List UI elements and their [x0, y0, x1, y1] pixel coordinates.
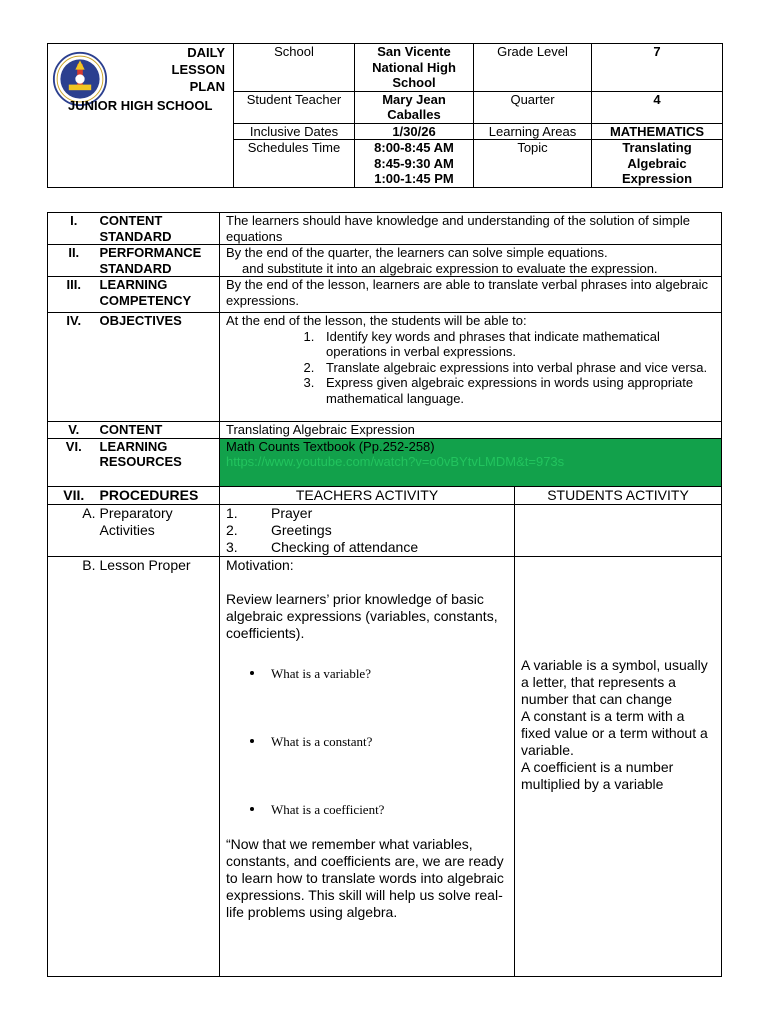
objective-item: 2. Translate algebraic expressions into verbal phrase and vice versa.	[318, 360, 715, 376]
preparatory-list	[226, 505, 508, 556]
bullet-icon	[250, 671, 254, 675]
list-item	[226, 505, 508, 522]
objectives-intro: At the end of the lesson, the students will be able to:	[226, 313, 527, 328]
inclusive-dates-label: Inclusive Dates	[234, 123, 355, 140]
learning-competency-row	[48, 277, 722, 313]
objective-item: 3. Express given algebraic expressions in words using appropriate mathematical language.	[318, 375, 715, 406]
performance-standard-line: By the end of the quarter, the learners can solve simple equations.	[226, 245, 608, 260]
answer-variable: A variable is a symbol, usually a letter, that represents a number that can change	[521, 656, 708, 707]
content-row	[48, 422, 722, 439]
school-level: JUNIOR HIGH SCHOOL	[68, 98, 213, 113]
bullet-icon	[250, 807, 254, 811]
teachers-activity-heading: TEACHERS ACTIVITY	[220, 486, 515, 504]
item-text: Greetings	[271, 521, 332, 538]
learning-areas-value: MATHEMATICS	[592, 123, 723, 140]
section-number: V.	[48, 422, 100, 439]
quarter-label: Quarter	[474, 91, 592, 123]
item-number: 3.	[226, 538, 238, 555]
section-number: VII.	[48, 486, 100, 504]
motivation-heading: Motivation:	[226, 556, 294, 573]
schedules-time-label: Schedules Time	[234, 140, 355, 188]
plan-title-daily: DAILY	[187, 45, 225, 60]
topic-value: Translating Algebraic Expression	[592, 140, 723, 188]
plan-title-plan: PLAN	[189, 79, 225, 94]
lesson-plan-table	[47, 212, 722, 977]
lesson-proper-student-cell	[515, 556, 722, 976]
header-table	[47, 43, 723, 188]
section-label: CONTENT	[100, 422, 220, 439]
textbook-reference: Math Counts Textbook (Pp.252-258)	[226, 438, 435, 454]
youtube-link[interactable]: https://www.youtube.com/watch?v=o0vBYtvLMDM&t=973s	[226, 454, 565, 469]
quarter-value: 4	[592, 91, 723, 123]
plan-title-lesson: LESSON	[171, 62, 225, 77]
schedule-slot: 8:45-9:30 AM	[374, 155, 454, 171]
lesson-proper-teacher-cell	[220, 556, 515, 976]
performance-standard-line: and substitute it into an algebraic expression to evaluate the expression.	[242, 260, 658, 276]
bullet-icon	[250, 739, 254, 743]
review-text: Review learners’ prior knowledge of basic algebraic expressions (variables, constants, coefficients).	[226, 590, 498, 641]
question-constant	[226, 733, 508, 750]
performance-standard-text	[220, 245, 722, 277]
school-label: School	[234, 44, 355, 92]
question-variable	[226, 665, 508, 682]
question-text: What is a coefficient?	[271, 801, 385, 817]
item-text: Prayer	[271, 504, 313, 521]
schedules-time-value	[355, 140, 474, 188]
section-label: PERFORMANCE STANDARD	[100, 245, 220, 277]
objectives-list	[226, 329, 715, 407]
learning-areas-label: Learning Areas	[474, 123, 592, 140]
step-label: Lesson Proper	[100, 556, 220, 976]
grade-level-label: Grade Level	[474, 44, 592, 92]
step-label: Preparatory Activities	[100, 504, 220, 556]
question-text: What is a variable?	[271, 665, 371, 681]
answer-coefficient: A coefficient is a number multiplied by a variable	[521, 758, 674, 792]
procedures-header-row	[48, 486, 722, 504]
learning-resources-cell	[220, 438, 722, 486]
list-item	[226, 539, 508, 556]
preparatory-student-cell	[515, 504, 722, 556]
item-number: 2.	[226, 521, 238, 538]
closing-statement: “Now that we remember what variables, constants, and coefficients are, we are ready to learn how to translate words into algebraic expressions. This skill will help us solve real-life problems using algebra.	[226, 835, 504, 920]
section-number: VI.	[48, 438, 100, 486]
content-standard-text: The learners should have knowledge and understanding of the solution of simple equations	[220, 213, 722, 245]
learning-resources-row	[48, 438, 722, 486]
section-label: CONTENT STANDARD	[100, 213, 220, 245]
schedule-slot: 1:00-1:45 PM	[374, 171, 454, 186]
list-item	[226, 522, 508, 539]
item-number: 1.	[226, 504, 238, 521]
objective-item: 1. Identify key words and phrases that indicate mathematical operations in verbal expressions.	[318, 329, 715, 360]
item-text: Checking of attendance	[271, 538, 419, 555]
performance-standard-row	[48, 245, 722, 277]
objectives-row	[48, 313, 722, 422]
step-letter: A.	[48, 504, 100, 556]
section-number: I.	[48, 213, 100, 245]
step-letter: B.	[48, 556, 100, 976]
answer-constant: A constant is a term with a fixed value or a term without a variable.	[521, 707, 708, 758]
section-label: LEARNING RESOURCES	[100, 438, 220, 486]
preparatory-activities-row	[48, 504, 722, 556]
section-number: III.	[48, 277, 100, 313]
section-number: II.	[48, 245, 100, 277]
student-teacher-label: Student Teacher	[234, 91, 355, 123]
section-number: IV.	[48, 313, 100, 422]
section-label: LEARNING COMPETENCY	[100, 277, 220, 313]
question-coefficient	[226, 801, 508, 818]
objectives-text	[220, 313, 722, 422]
content-text: Translating Algebraic Expression	[220, 422, 722, 439]
learning-competency-text: By the end of the lesson, learners are able to translate verbal phrases into algebraic expressions.	[220, 277, 722, 313]
question-text: What is a constant?	[271, 733, 373, 749]
content-standard-row	[48, 213, 722, 245]
lesson-proper-row	[48, 556, 722, 976]
topic-label: Topic	[474, 140, 592, 188]
grade-level-value: 7	[592, 44, 723, 92]
plan-title-cell	[48, 44, 234, 188]
section-label: OBJECTIVES	[100, 313, 220, 422]
student-teacher-value: Mary Jean Caballes	[355, 91, 474, 123]
inclusive-dates-value: 1/30/26	[355, 123, 474, 140]
students-activity-heading: STUDENTS ACTIVITY	[515, 486, 722, 504]
schedule-slot: 8:00-8:45 AM	[374, 140, 454, 155]
school-value: San Vicente National High School	[355, 44, 474, 92]
preparatory-teacher-cell	[220, 504, 515, 556]
section-label: PROCEDURES	[100, 486, 220, 504]
